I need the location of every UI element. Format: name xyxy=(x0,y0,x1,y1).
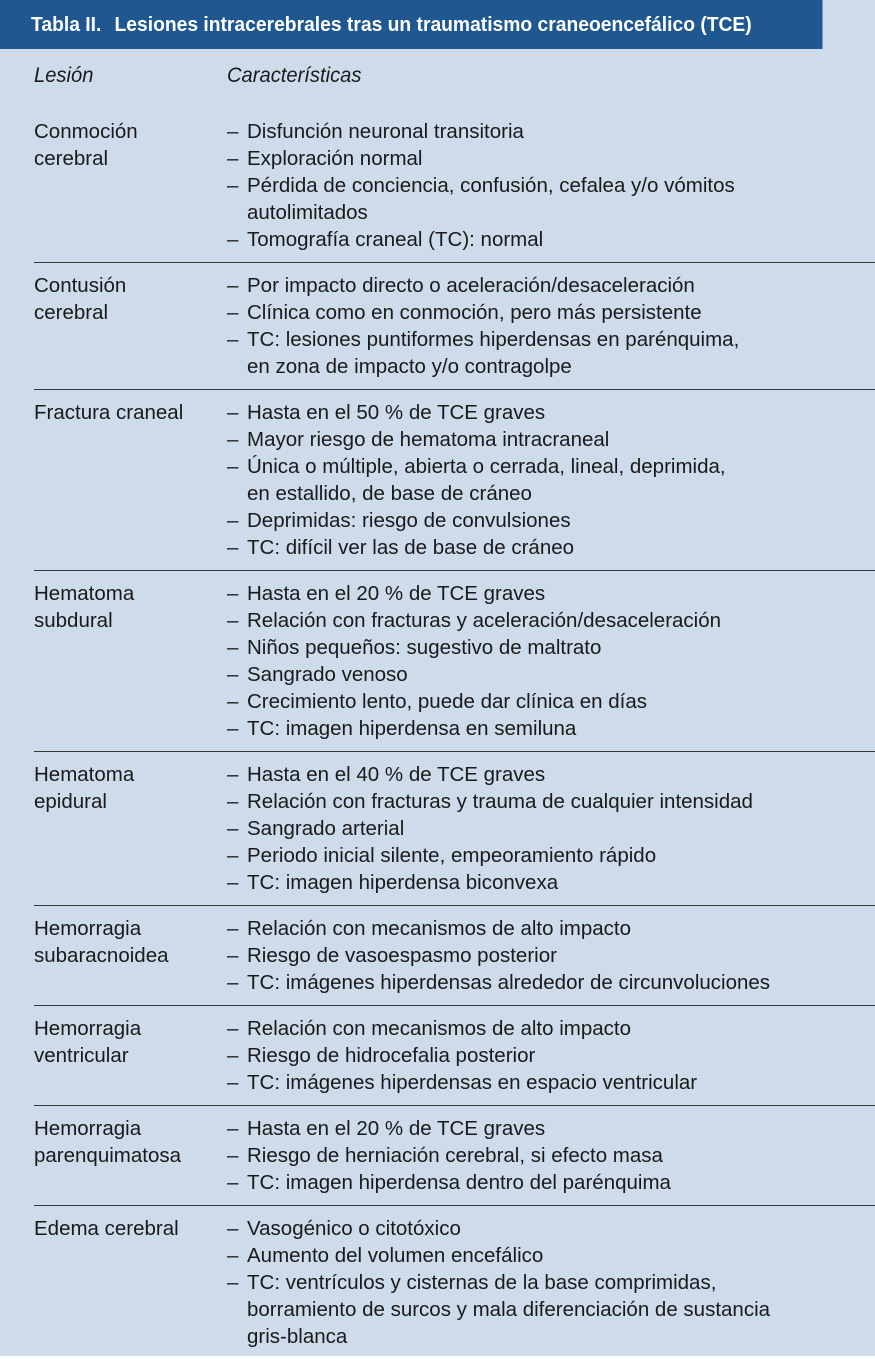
list-item: – Disfunción neuronal transitoria xyxy=(227,118,855,145)
lesion-cell xyxy=(34,272,227,380)
list-item: – Periodo inicial silente, empeoramiento rápido xyxy=(227,842,855,869)
lesion-cell xyxy=(34,118,227,253)
list-item: – Crecimiento lento, puede dar clínica en días xyxy=(227,688,855,715)
characteristics-cell xyxy=(227,915,875,996)
lesion-name: Hematoma subdural xyxy=(34,582,135,632)
characteristics-list xyxy=(227,580,855,742)
list-item: – Hasta en el 20 % de TCE graves xyxy=(227,1115,855,1142)
list-item: – Deprimidas: riesgo de convulsiones xyxy=(227,507,855,534)
table-row xyxy=(34,906,875,1006)
lesion-name: Conmoción cerebral xyxy=(34,120,138,170)
list-item: – Hasta en el 50 % de TCE graves xyxy=(227,399,855,426)
characteristics-list xyxy=(227,1115,855,1196)
characteristics-cell xyxy=(227,1215,875,1350)
list-item: – TC: difícil ver las de base de cráneo xyxy=(227,534,855,561)
table-row xyxy=(34,752,875,906)
characteristics-list xyxy=(227,915,855,996)
lesion-name: Edema cerebral xyxy=(34,1217,179,1240)
characteristics-cell xyxy=(227,580,875,742)
list-item: – Riesgo de herniación cerebral, si efecto masa xyxy=(227,1142,855,1169)
lesion-name: Contusión cerebral xyxy=(34,274,127,324)
header-cell-lesion xyxy=(0,64,227,109)
list-item: – Hasta en el 20 % de TCE graves xyxy=(227,580,855,607)
list-item: – Relación con fracturas y aceleración/desaceleración xyxy=(227,607,855,634)
lesion-cell xyxy=(34,399,227,561)
table-title: Lesiones intracerebrales tras un traumatismo craneoencefálico (TCE) xyxy=(114,13,752,36)
list-item: – Pérdida de conciencia, confusión, cefalea y/o vómitos autolimitados xyxy=(227,172,855,226)
list-item: – TC: imágenes hiperdensas alrededor de circunvoluciones xyxy=(227,969,855,996)
list-item: – Riesgo de vasoespasmo posterior xyxy=(227,942,855,969)
characteristics-list xyxy=(227,1015,855,1096)
table-row xyxy=(34,1106,875,1206)
lesion-name: Hematoma epidural xyxy=(34,763,135,813)
list-item: – TC: imágenes hiperdensas en espacio ventricular xyxy=(227,1069,855,1096)
lesion-name: Hemorragia ventricular xyxy=(34,1017,142,1067)
list-item: – TC: ventrículos y cisternas de la base comprimidas, borramiento de surcos y mala diferenciación de sustancia gris-blanca xyxy=(227,1269,855,1350)
table-header-row xyxy=(0,49,875,109)
list-item: – TC: imagen hiperdensa dentro del parénquima xyxy=(227,1169,855,1196)
list-item: – Clínica como en conmoción, pero más persistente xyxy=(227,299,855,326)
table-row xyxy=(34,1006,875,1106)
lesion-cell xyxy=(34,761,227,896)
list-item: – Sangrado arterial xyxy=(227,815,855,842)
characteristics-list xyxy=(227,399,855,561)
list-item: – Niños pequeños: sugestivo de maltrato xyxy=(227,634,855,661)
header-lesion: Lesión xyxy=(34,64,94,87)
list-item: – Relación con mecanismos de alto impacto xyxy=(227,1015,855,1042)
characteristics-list xyxy=(227,118,855,253)
characteristics-list xyxy=(227,761,855,896)
list-item: – Hasta en el 40 % de TCE graves xyxy=(227,761,855,788)
table-row xyxy=(34,571,875,752)
list-item: – Mayor riesgo de hematoma intracraneal xyxy=(227,426,855,453)
table-title-bar xyxy=(0,0,823,49)
list-item: – Tomografía craneal (TC): normal xyxy=(227,226,855,253)
lesion-cell xyxy=(34,1015,227,1096)
list-item: – Única o múltiple, abierta o cerrada, lineal, deprimida, en estallido, de base de cráneo xyxy=(227,453,855,507)
table-row xyxy=(34,1206,875,1359)
list-item: – TC: imagen hiperdensa biconvexa xyxy=(227,869,855,896)
characteristics-cell xyxy=(227,399,875,561)
lesion-name: Hemorragia parenquimatosa xyxy=(34,1117,182,1167)
characteristics-cell xyxy=(227,1115,875,1196)
list-item: – Aumento del volumen encefálico xyxy=(227,1242,855,1269)
table-label: Tabla II. xyxy=(31,13,102,36)
table-body xyxy=(0,109,875,1359)
characteristics-cell xyxy=(227,761,875,896)
lesion-name: Hemorragia subaracnoidea xyxy=(34,917,169,967)
list-item: – Vasogénico o citotóxico xyxy=(227,1215,855,1242)
list-item: – Exploración normal xyxy=(227,145,855,172)
table-row xyxy=(34,390,875,571)
list-item: – TC: lesiones puntiformes hiperdensas en parénquima, en zona de impacto y/o contragolpe xyxy=(227,326,855,380)
table-row xyxy=(34,263,875,390)
characteristics-cell xyxy=(227,118,875,253)
list-item: – TC: imagen hiperdensa en semiluna xyxy=(227,715,855,742)
lesion-cell xyxy=(34,1115,227,1196)
list-item: – Relación con mecanismos de alto impacto xyxy=(227,915,855,942)
lesion-cell xyxy=(34,915,227,996)
table-row xyxy=(34,109,875,263)
header-cell-caracteristicas xyxy=(227,64,875,109)
characteristics-list xyxy=(227,1215,855,1350)
lesion-cell xyxy=(34,1215,227,1350)
header-caracteristicas: Características xyxy=(227,64,362,87)
characteristics-cell xyxy=(227,272,875,380)
lesion-name: Fractura craneal xyxy=(34,401,184,424)
list-item: – Riesgo de hidrocefalia posterior xyxy=(227,1042,855,1069)
list-item: – Por impacto directo o aceleración/desaceleración xyxy=(227,272,855,299)
characteristics-list xyxy=(227,272,855,380)
list-item: – Sangrado venoso xyxy=(227,661,855,688)
lesion-cell xyxy=(34,580,227,742)
characteristics-cell xyxy=(227,1015,875,1096)
list-item: – Relación con fracturas y trauma de cualquier intensidad xyxy=(227,788,855,815)
